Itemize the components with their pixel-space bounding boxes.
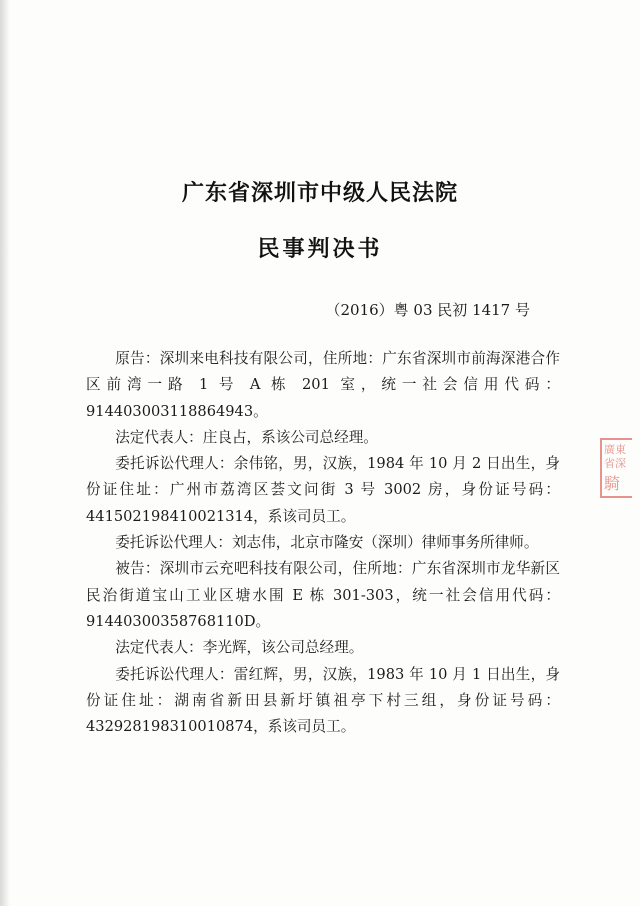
plaintiff-paragraph: 原告：深圳来电科技有限公司，住所地：广东省深圳市前海深港合作区前湾一路 1 号 A 栋 201 室，统一社会信用代码：91440300311886494​3。 [86, 350, 560, 420]
case-number: （2016）粤 03 民初 1417 号 [325, 301, 530, 319]
seal-signature: 騎 [604, 474, 621, 493]
defendant-paragraph: 被告：深圳市云充吧科技有限公司，住所地：广东省深圳市龙华新区民治街道宝山工业区塘水围 E 栋 301-303，统一社会信用代码：91440300358768110D。 [86, 560, 560, 630]
page-edge-shadow [0, 0, 10, 906]
plaintiff-agent-1-paragraph: 委托诉讼代理人：余伟铭，男，汉族，1984 年 10 月 2 日出生，身份证住址：广州市荔湾区荟文问街 3 号 3002 房，身份证号码：441502198410021314，系该司员工。 [86, 455, 560, 525]
document-type-title: 民事判决书 [257, 236, 383, 262]
court-seal-stamp [600, 438, 632, 498]
defendant-legal-rep-paragraph: 法定代表人：李光辉，该公司总经理。 [115, 639, 364, 657]
plaintiff-legal-rep-paragraph: 法定代表人：庄良占，系该公司总经理。 [115, 428, 378, 446]
court-title: 广东省深圳市中级人民法院 [181, 180, 458, 206]
seal-text: 廣東省深 [604, 443, 626, 470]
defendant-agent-paragraph: 委托诉讼代理人：雷红辉，男，汉族，1983 年 10 月 1 日出生，身份证住址：湖南省新田县新圩镇祖亭下村三组，身份证号码：432928198310010874，系该司员工。 [86, 665, 560, 736]
document-body [86, 346, 560, 740]
plaintiff-agent-2-paragraph: 委托诉讼代理人：刘志伟，北京市隆安（深圳）律师事务所律师。 [115, 534, 539, 552]
